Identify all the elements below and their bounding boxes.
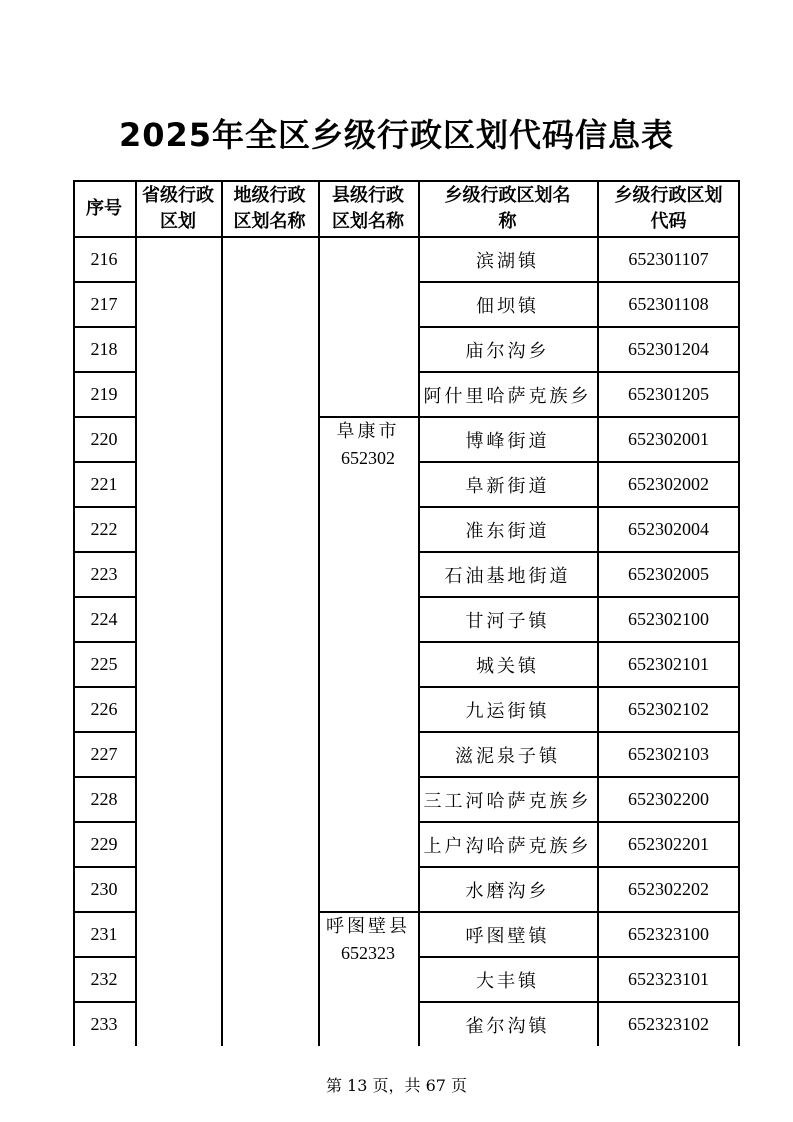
row-border-seq xyxy=(73,686,135,688)
header-text: 区划 xyxy=(160,210,196,232)
header-text: 序号 xyxy=(86,197,122,219)
column-border xyxy=(597,180,599,1046)
town-code-cell: 652301107 xyxy=(628,249,709,269)
town-name-cell: 滨湖镇 xyxy=(476,250,539,272)
header-cell-4 xyxy=(318,180,418,237)
town-code-cell: 652302101 xyxy=(628,654,709,674)
row-border-town xyxy=(418,956,740,958)
row-border-town xyxy=(418,551,740,553)
header-text: 县级行政 xyxy=(332,184,404,206)
header-text: 省级行政 xyxy=(142,184,214,206)
column-border xyxy=(418,180,420,1046)
row-border-town xyxy=(418,596,740,598)
row-border-seq xyxy=(73,551,135,553)
row-border-town xyxy=(418,371,740,373)
header-text: 区划名称 xyxy=(233,210,306,232)
seq-cell: 232 xyxy=(90,969,118,989)
header-text: 地级行政 xyxy=(233,184,306,206)
header-cell-2 xyxy=(135,180,221,237)
page-title: 2025年全区乡级行政区划代码信息表 xyxy=(118,116,675,154)
header-bottom-border xyxy=(73,236,740,238)
row-border-town xyxy=(418,911,740,913)
town-name-cell: 三工河哈萨克族乡 xyxy=(423,790,592,812)
row-border-seq xyxy=(73,1001,135,1003)
row-border-seq xyxy=(73,281,135,283)
header-text: 代码 xyxy=(650,210,687,232)
seq-cell: 217 xyxy=(90,294,118,314)
row-border-seq xyxy=(73,416,135,418)
seq-cell: 233 xyxy=(90,1014,118,1034)
town-code-cell: 652323100 xyxy=(628,924,709,944)
row-border-town xyxy=(418,686,740,688)
town-name-cell: 阜新街道 xyxy=(465,475,550,497)
town-name-cell: 大丰镇 xyxy=(476,970,539,992)
town-name-cell: 博峰街道 xyxy=(465,430,550,452)
row-border-seq xyxy=(73,326,135,328)
county-code: 652302 xyxy=(341,448,395,468)
county-label xyxy=(318,419,418,471)
town-code-cell: 652323101 xyxy=(628,969,709,989)
division-code-table xyxy=(73,180,740,1046)
row-border-seq xyxy=(73,956,135,958)
town-name-cell: 石油基地街道 xyxy=(444,565,571,587)
row-border-seq xyxy=(73,371,135,373)
town-name-cell: 庙尔沟乡 xyxy=(465,340,550,362)
seq-cell: 224 xyxy=(90,609,118,629)
row-border-seq xyxy=(73,596,135,598)
county-border xyxy=(318,911,418,913)
seq-cell: 223 xyxy=(90,564,118,584)
column-border xyxy=(135,180,137,1046)
town-code-cell: 652302103 xyxy=(628,744,709,764)
seq-cell: 221 xyxy=(90,474,118,494)
town-code-cell: 652302002 xyxy=(628,474,709,494)
town-code-cell: 652301204 xyxy=(628,339,709,359)
county-name: 阜康市 xyxy=(336,421,400,442)
row-border-town xyxy=(418,326,740,328)
row-border-town xyxy=(418,731,740,733)
column-border xyxy=(221,180,223,1046)
header-text: 乡级行政区划 xyxy=(614,184,723,206)
seq-cell: 222 xyxy=(90,519,118,539)
town-code-cell: 652302001 xyxy=(628,429,709,449)
town-code-cell: 652301108 xyxy=(628,294,709,314)
county-border xyxy=(318,416,418,418)
row-border-seq xyxy=(73,641,135,643)
row-border-town xyxy=(418,281,740,283)
town-code-cell: 652302004 xyxy=(628,519,709,539)
row-border-seq xyxy=(73,866,135,868)
seq-cell: 225 xyxy=(90,654,118,674)
seq-cell: 227 xyxy=(90,744,118,764)
page-footer: 第 13 页，共 67 页 xyxy=(325,1076,468,1095)
town-code-cell: 652323102 xyxy=(628,1014,709,1034)
row-border-town xyxy=(418,1001,740,1003)
row-border-seq xyxy=(73,506,135,508)
town-code-cell: 652302201 xyxy=(628,834,709,854)
town-code-cell: 652302202 xyxy=(628,879,709,899)
row-border-seq xyxy=(73,461,135,463)
table-top-border xyxy=(73,180,740,182)
row-border-seq xyxy=(73,821,135,823)
header-cell-3 xyxy=(221,180,318,237)
town-name-cell: 佃坝镇 xyxy=(476,295,539,317)
town-name-cell: 准东街道 xyxy=(465,520,550,542)
town-code-cell: 652302005 xyxy=(628,564,709,584)
row-border-seq xyxy=(73,911,135,913)
town-name-cell: 雀尔沟镇 xyxy=(465,1015,550,1037)
header-text: 乡级行政区划名 xyxy=(444,184,571,206)
row-border-town xyxy=(418,461,740,463)
seq-cell: 220 xyxy=(90,429,118,449)
town-name-cell: 城关镇 xyxy=(476,655,539,677)
row-border-town xyxy=(418,506,740,508)
town-name-cell: 滋泥泉子镇 xyxy=(455,745,560,767)
town-name-cell: 上户沟哈萨克族乡 xyxy=(423,835,592,857)
row-border-town xyxy=(418,866,740,868)
town-name-cell: 呼图壁镇 xyxy=(465,925,550,947)
header-text: 区划名称 xyxy=(332,210,404,232)
row-border-seq xyxy=(73,776,135,778)
town-code-cell: 652302102 xyxy=(628,699,709,719)
town-name-cell: 水磨沟乡 xyxy=(465,880,550,902)
row-border-town xyxy=(418,776,740,778)
column-border xyxy=(318,180,320,1046)
row-border-town xyxy=(418,821,740,823)
row-border-seq xyxy=(73,731,135,733)
town-code-cell: 652302100 xyxy=(628,609,709,629)
header-cell-5 xyxy=(418,180,597,237)
county-name: 呼图壁县 xyxy=(326,916,410,937)
seq-cell: 218 xyxy=(90,339,118,359)
seq-cell: 219 xyxy=(90,384,118,404)
header-cell-6 xyxy=(597,180,740,237)
column-border xyxy=(738,180,740,1046)
header-cell-1 xyxy=(73,180,135,237)
town-name-cell: 九运街镇 xyxy=(465,700,550,722)
seq-cell: 228 xyxy=(90,789,118,809)
seq-cell: 230 xyxy=(90,879,118,899)
seq-cell: 216 xyxy=(90,249,118,269)
row-border-town xyxy=(418,416,740,418)
town-code-cell: 652301205 xyxy=(628,384,709,404)
row-border-town xyxy=(418,641,740,643)
town-code-cell: 652302200 xyxy=(628,789,709,809)
seq-cell: 226 xyxy=(90,699,118,719)
seq-cell: 231 xyxy=(90,924,118,944)
seq-cell: 229 xyxy=(90,834,118,854)
town-name-cell: 甘河子镇 xyxy=(465,610,550,632)
town-name-cell: 阿什里哈萨克族乡 xyxy=(423,385,592,407)
county-label xyxy=(318,914,418,966)
column-border xyxy=(73,180,75,1046)
header-text: 称 xyxy=(498,210,517,232)
county-code: 652323 xyxy=(341,943,395,963)
